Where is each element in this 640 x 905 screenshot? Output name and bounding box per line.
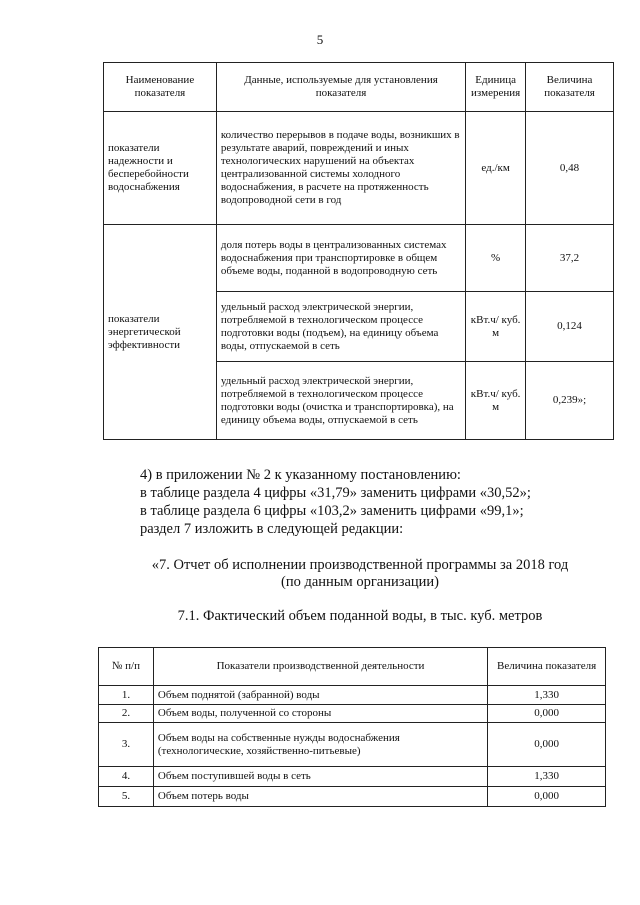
row-number: 2. xyxy=(99,705,154,723)
table-row xyxy=(104,225,614,292)
row-data-text: удельный расход электрической энергии, потребляемой в технологическом процессе подготовки воды (подъем), на единицу объема воды, отпускаемой в сеть xyxy=(216,292,465,362)
amendment-line-4: раздел 7 изложить в следующей редакции: xyxy=(140,521,404,537)
header-value: Величина показателя xyxy=(488,648,606,686)
table-row xyxy=(99,787,606,807)
row-data-text: удельный расход электрической энергии, потребляемой в технологическом процессе подготовки воды (очистка и транспортировка), на единицу объема воды, отпускаемой в сеть xyxy=(216,362,465,440)
table-row xyxy=(99,705,606,723)
amendment-line-3: в таблице раздела 6 цифры «103,2» заменить цифрами «99,1»; xyxy=(140,503,524,519)
indicators-table xyxy=(103,62,614,440)
table-header-row xyxy=(104,63,614,112)
section-7-1-title: 7.1. Фактический объем поданной воды, в тыс. куб. метров xyxy=(177,608,543,624)
row-number: 1. xyxy=(99,686,154,705)
row-value: 1,330 xyxy=(488,767,606,787)
table-row xyxy=(104,112,614,225)
row-unit: кВт.ч/ куб. м xyxy=(466,362,526,440)
row-name: Объем потерь воды xyxy=(153,787,487,807)
row-unit: кВт.ч/ куб. м xyxy=(466,292,526,362)
group-reliability: показатели надежности и бесперебойности водоснабжения xyxy=(104,112,217,225)
water-volume-table xyxy=(98,647,606,807)
row-data-text: количество перерывов в подаче воды, возникших в результате аварий, повреждений и иных технологических нарушений на объектах централизованной системы холодного водоснабжения, в расчете на протяженность водопроводной сети в год xyxy=(216,112,465,225)
row-value: 0,124 xyxy=(526,292,614,362)
row-name: Объем поднятой (забранной) воды xyxy=(153,686,487,705)
row-value: 1,330 xyxy=(488,686,606,705)
row-value: 37,2 xyxy=(526,225,614,292)
page-number: 5 xyxy=(316,32,324,47)
group-energy-efficiency: показатели энергетической эффективности xyxy=(104,225,217,440)
header-indicator-name: Наименование показателя xyxy=(104,63,217,112)
row-value: 0,48 xyxy=(526,112,614,225)
header-value: Величина показателя xyxy=(526,63,614,112)
row-number: 4. xyxy=(99,767,154,787)
section-7-subtitle: (по данным организации) xyxy=(280,574,439,590)
row-value: 0,000 xyxy=(488,705,606,723)
row-name: Объем воды на собственные нужды водоснабжения (технологические, хозяйственно-питьевые) xyxy=(153,723,487,767)
row-unit: % xyxy=(466,225,526,292)
row-value: 0,000 xyxy=(488,787,606,807)
header-indicators: Показатели производственной деятельности xyxy=(153,648,487,686)
section-7-title: «7. Отчет об исполнении производственной программы за 2018 год xyxy=(151,557,569,573)
header-unit: Единица измерения xyxy=(466,63,526,112)
header-data-used: Данные, используемые для установления показателя xyxy=(216,63,465,112)
header-number: № п/п xyxy=(99,648,154,686)
row-value: 0,000 xyxy=(488,723,606,767)
amendment-line-2: в таблице раздела 4 цифры «31,79» заменить цифрами «30,52»; xyxy=(140,485,531,501)
row-name: Объем поступившей воды в сеть xyxy=(153,767,487,787)
table-row xyxy=(99,767,606,787)
row-number: 3. xyxy=(99,723,154,767)
row-unit: ед./км xyxy=(466,112,526,225)
table-row xyxy=(99,686,606,705)
row-data-text: доля потерь воды в централизованных системах водоснабжения при транспортировке в общем объеме воды, поданной в водопроводную сеть xyxy=(216,225,465,292)
amendment-line-1: 4) в приложении № 2 к указанному постановлению: xyxy=(140,467,461,483)
row-value: 0,239»; xyxy=(526,362,614,440)
row-number: 5. xyxy=(99,787,154,807)
table-row xyxy=(99,723,606,767)
table-header-row xyxy=(99,648,606,686)
row-name: Объем воды, полученной со стороны xyxy=(153,705,487,723)
